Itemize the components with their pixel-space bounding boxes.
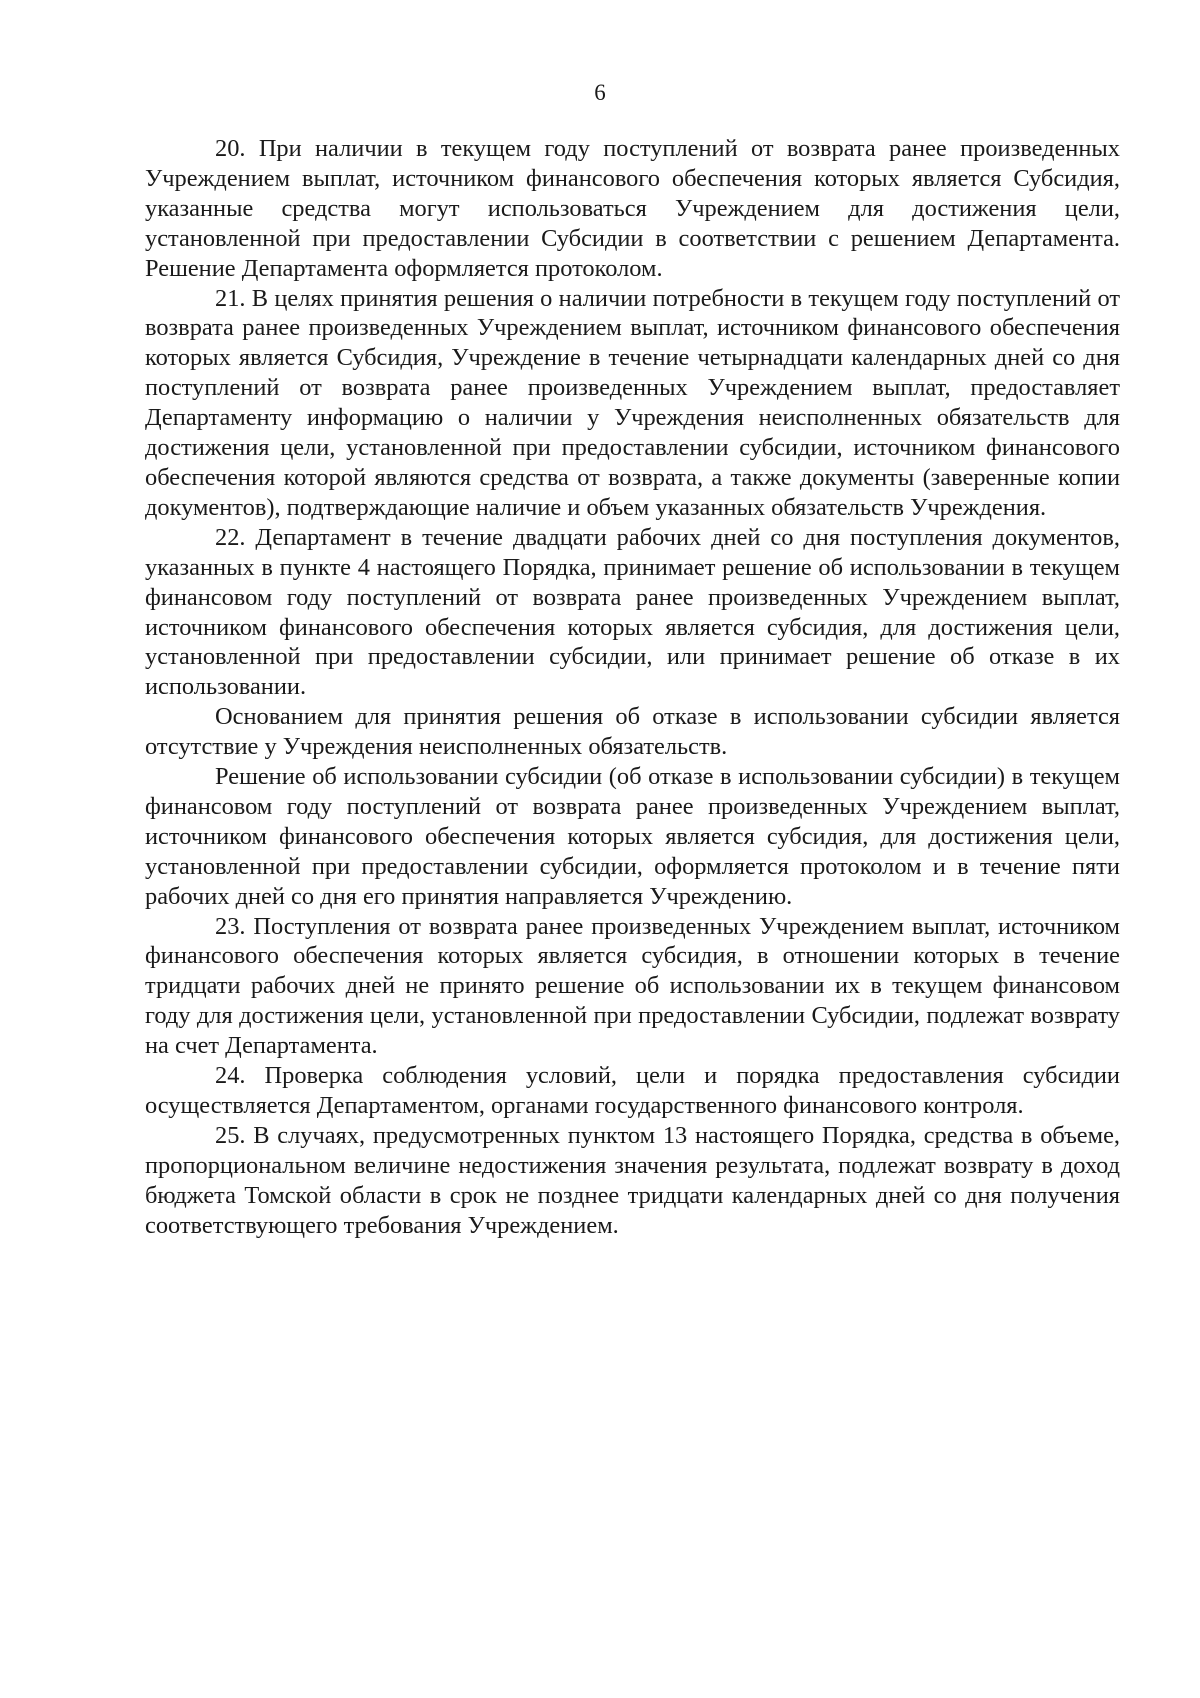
paragraph-20: 20. При наличии в текущем году поступлений от возврата ранее произведенных Учреждением выплат, источником финансового обеспечения которых является Субсидия, указанные средства могут использоваться Учреждением для достижения цели, установленной при предоставлении Субсидии в соответствии с решением Департамента. Решение Департамента оформляется протоколом. — [145, 135, 1120, 282]
paragraph-22: 22. Департамент в течение двадцати рабочих дней со дня поступления документов, указанных в пункте 4 настоящего Порядка, принимает решение об использовании в текущем финансовом году поступлений от возврата ранее произведенных Учреждением выплат, источником финансового обеспечения которых является субсидия, для достижения цели, установленной при предоставлении субсидии, или принимает решение об отказе в их использовании. — [145, 523, 1120, 701]
paragraph-25: 25. В случаях, предусмотренных пунктом 13 настоящего Порядка, средства в объеме, пропорциональном величине недостижения значения результата, подлежат возврату в доход бюджета Томской области в срок не позднее тридцати календарных дней со дня получения соответствующего требования Учреждением. — [145, 1121, 1120, 1239]
paragraph-22-refusal-basis: Основанием для принятия решения об отказе в использовании субсидии является отсутствие у Учреждения неисполненных обязательств. — [145, 703, 1120, 761]
paragraph-23: 23. Поступления от возврата ранее произведенных Учреждением выплат, источником финансового обеспечения которых является субсидия, в отношении которых в течение тридцати рабочих дней не принято решение об использовании их в текущем финансовом году для достижения цели, установленной при предоставлении Субсидии, подлежат возврату на счет Департамента. — [145, 912, 1120, 1060]
page-number: 6 — [594, 80, 606, 105]
document-body — [145, 134, 1120, 1241]
paragraph-24: 24. Проверка соблюдения условий, цели и порядка предоставления субсидии осуществляется Департаментом, органами государственного финансового контроля. — [145, 1062, 1120, 1119]
paragraph-22-decision-protocol: Решение об использовании субсидии (об отказе в использовании субсидии) в текущем финансовом году поступлений от возврата ранее произведенных Учреждением выплат, источником финансового обеспечения которых является субсидия, для достижения цели, установленной при предоставлении субсидии, оформляется протоколом и в течение пяти рабочих дней со дня его принятия направляется Учреждению. — [145, 763, 1120, 910]
paragraph-21: 21. В целях принятия решения о наличии потребности в текущем году поступлений от возврата ранее произведенных Учреждением выплат, источником финансового обеспечения которых является Субсидия, Учреждение в течение четырнадцати календарных дней со дня поступлений от возврата ранее произведенных Учреждением выплат, предоставляет Департаменту информацию о наличии у Учреждения неисполненных обязательств для достижения цели, установленной при предоставлении субсидии, источником финансового обеспечения которой являются средства от возврата, а также документы (заверенные копии документов), подтверждающие наличие и объем указанных обязательств Учреждения. — [145, 284, 1120, 521]
